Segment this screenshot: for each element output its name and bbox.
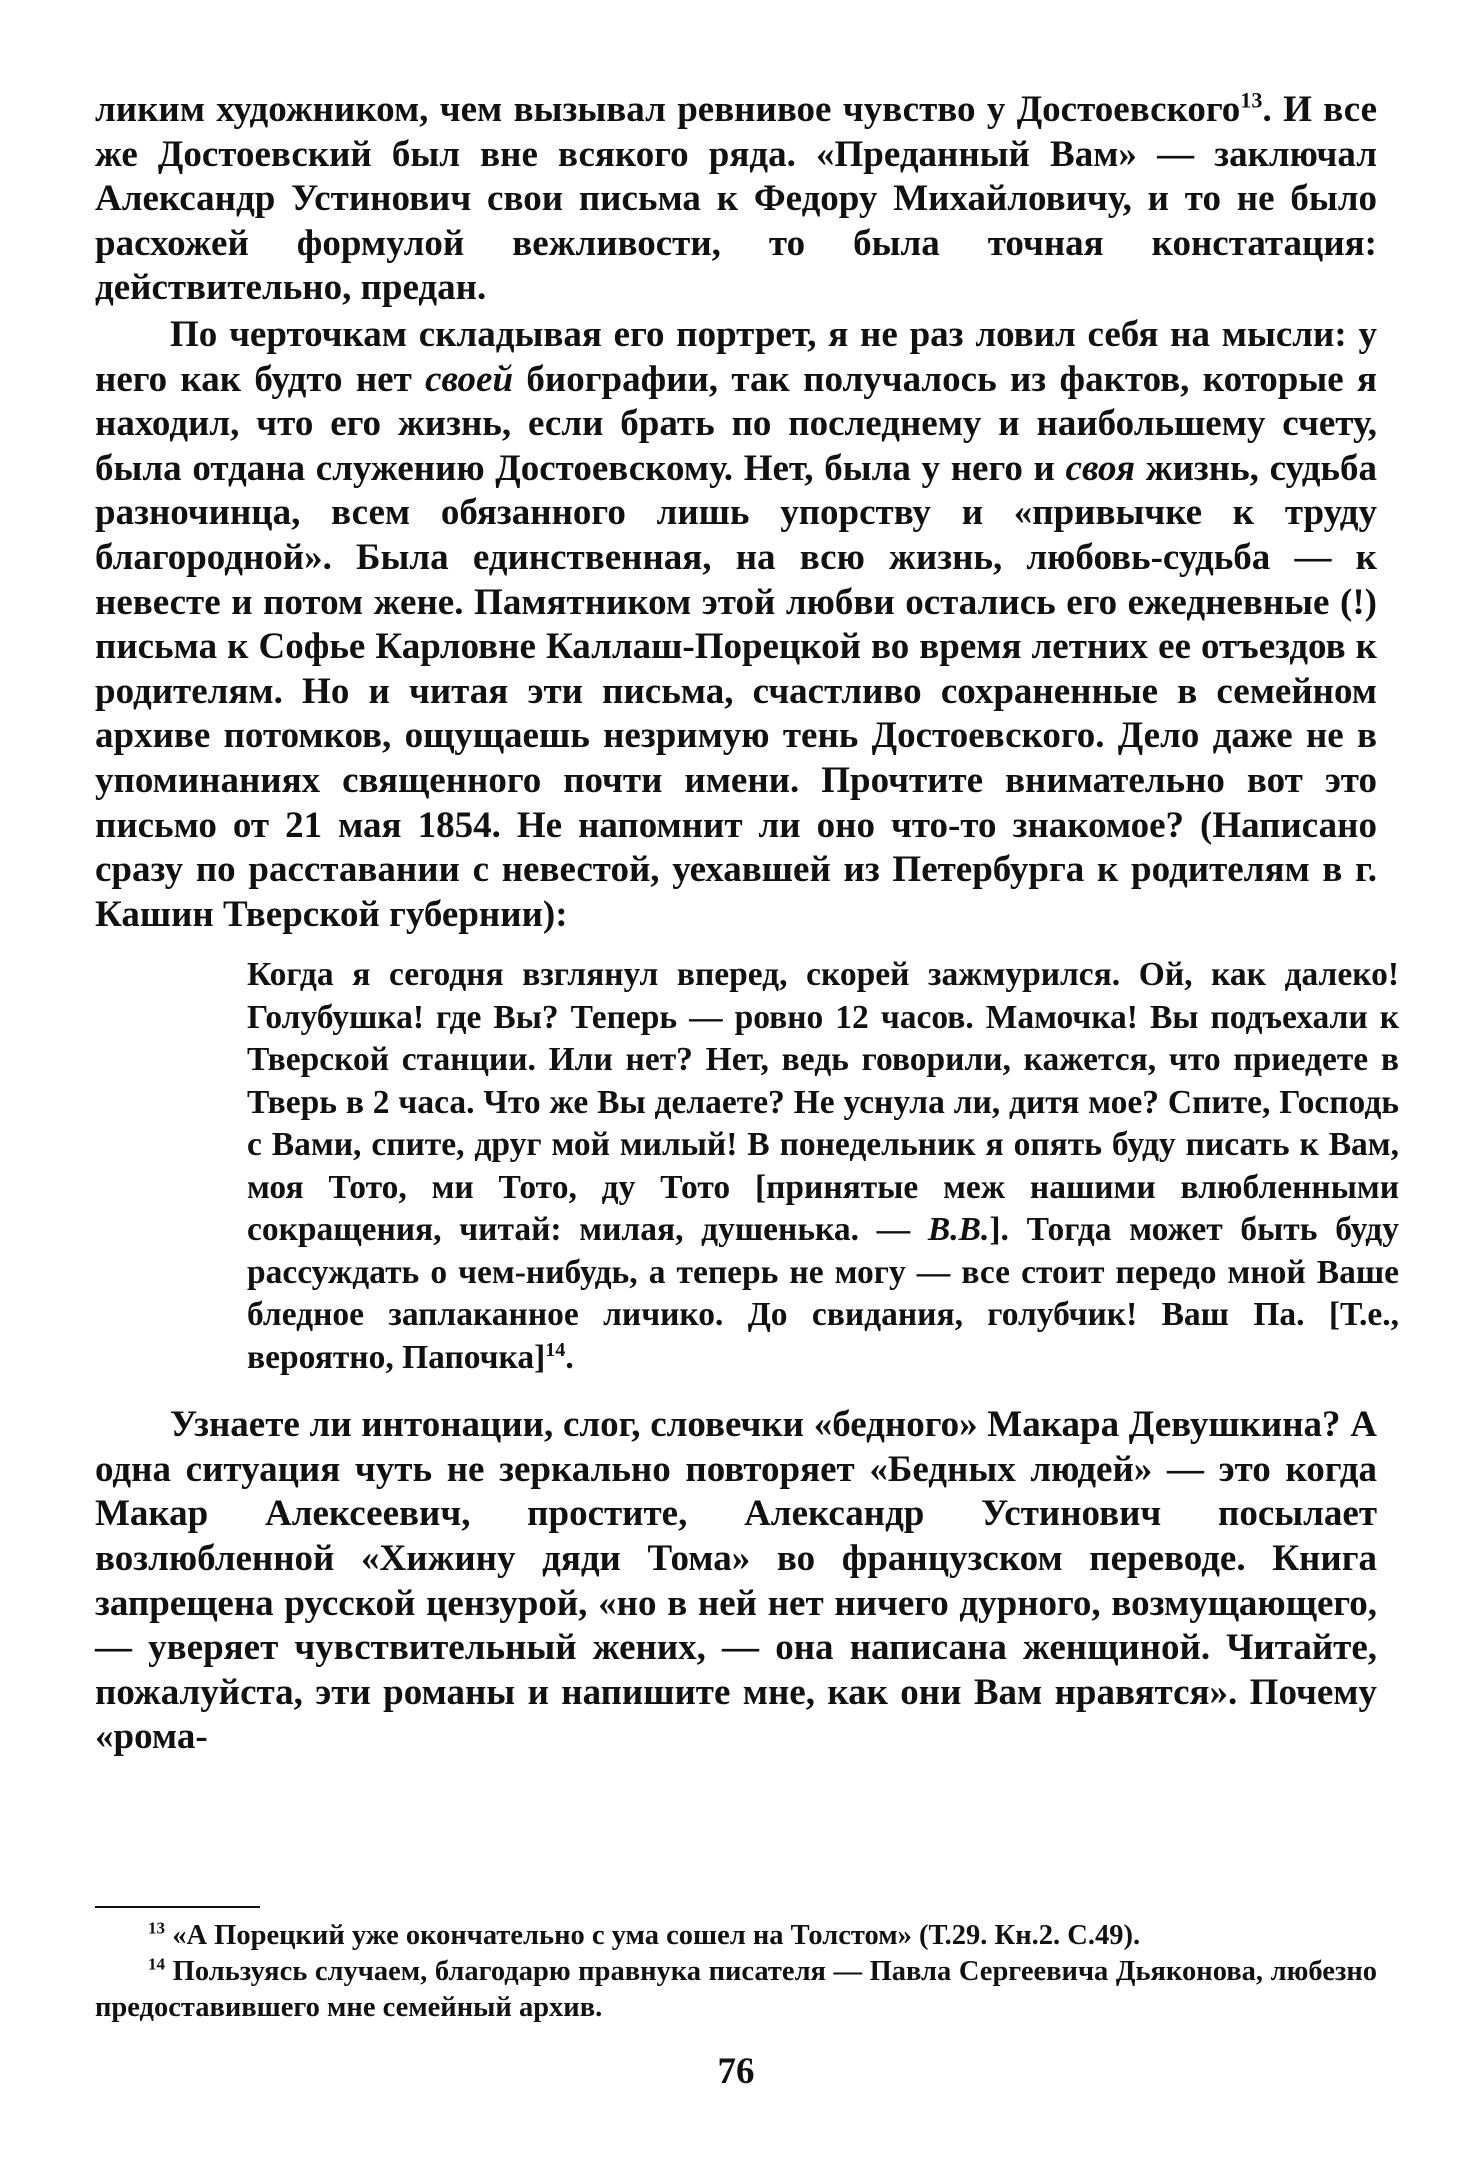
book-page xyxy=(95,87,1399,2148)
footnote-mark: 14 xyxy=(148,1954,166,1974)
footnote-mark: 13 xyxy=(148,1918,166,1938)
footnote-divider xyxy=(95,1906,260,1908)
quote-initials: В.В. xyxy=(927,1211,990,1249)
quote-end: . xyxy=(565,1338,574,1376)
emphasis-svoey: своей xyxy=(425,358,514,400)
paragraph-continuation xyxy=(95,88,1377,311)
emphasis-svoya: своя xyxy=(1065,447,1136,489)
paragraph-2-part-b: биографии, так получалось из фактов, которые я находил, что его жизнь, если брать по последнему и наибольшему счету, была отдана служению Достоевскому. Нет, была у него и xyxy=(95,358,1377,489)
letter-quote xyxy=(95,954,1399,1379)
paragraph-1-rest: . И все же Достоевский был вне всякого ряда. «Преданный Вам» — заключал Александр Устинович свои письма к Федору Михайловичу, и то не было расхожей формулой вежливости, то была точная констатация: действительно, предан. xyxy=(95,89,1377,309)
footnote-ref-13[interactable]: 13 xyxy=(1240,87,1263,113)
footnote-ref-14[interactable]: 14 xyxy=(545,1338,566,1361)
quote-part-a: Когда я сегодня взглянул вперед, скорей зажмурился. Ой, как далеко! Голубушка! где Вы? Теперь — ровно 12 часов. Мамочка! Вы подъехали к Тверской станции. Или нет? Нет, ведь говорили, кажется, что приедете в Тверь в 2 часа. Что же Вы делаете? Не уснула ли, дитя мое? Спите, Господь с Вами, спите, друг мой милый! В понедельник я опять буду писать к Вам, моя Тото, ми Тото, ду Тото [принятые меж нашими влюбленными сокращения, читай: милая, душенька. — xyxy=(247,956,1399,1249)
footnote-text: Пользуясь случаем, благодарю правнука писателя — Павла Сергеевича Дьяконова, любезно предоставившего мне семейный архив. xyxy=(95,1956,1377,2023)
paragraph-3-text: Узнаете ли интонации, слог, словечки «бедного» Макара Девушкина? А одна ситуация чуть не зеркально повторяет «Бедных людей» — это когда Макар Алексеевич, простите, Александр Устинович посылает возлюбленной «Хижину дяди Тома» во французском переводе. Книга запрещена русской цензурой, «но в ней нет ничего дурного, возмущающего, — уверяет чувствительный жених, — она написана женщиной. Читайте, пожалуйста, эти романы и напишите мне, как они Вам нравятся». Почему «рома- xyxy=(95,1404,1377,1758)
paragraph-2-part-c: жизнь, судьба разночинца, всем обязанного лишь упорству и «привычке к труду благородной». Была единственная, на всю жизнь, любовь-судьба — к невесте и потом жене. Памятником этой любви остались его ежедневные (!) письма к Софье Карловне Каллаш-Порецкой во время летних ее отъездов к родителям. Но и читая эти письма, счастливо сохраненные в семейном архиве потомков, ощущаешь незримую тень Достоевского. Дело даже не в упоминаниях священного почти имени. Прочтите внимательно вот это письмо от 21 мая 1854. Не напомнит ли оно что-то знакомое? (Написано сразу по расставании с невестой, уехавшей из Петербурга к родителям в г. Кашин Тверской губернии): xyxy=(95,447,1377,935)
footnote-14 xyxy=(95,1954,1377,2026)
footnote-13 xyxy=(95,1918,1377,1954)
paragraph-2-part-a: По черточкам складывая его портрет, я не раз ловил себя на мысли: у него как будто нет xyxy=(95,313,1377,400)
page-number: 76 xyxy=(717,2051,755,2092)
footnote-text: «А Порецкий уже окончательно с ума сошел на Толстом» (Т.29. Кн.2. С.49). xyxy=(165,1920,1141,1951)
quote-part-b: ]. Тогда может быть буду рассуждать о чем-нибудь, а теперь не могу — все стоит передо мной Ваше бледное заплаканное личико. До свидания, голубчик! Ваш Па. [Т.е., вероятно, Папочка] xyxy=(247,1211,1399,1376)
paragraph-1-text: ликим художником, чем вызывал ревнивое чувство у Достоевского xyxy=(95,89,1241,130)
paragraph-intonation xyxy=(95,1403,1377,1760)
paragraph-portrait xyxy=(95,313,1377,937)
footnotes xyxy=(95,1918,1377,2026)
